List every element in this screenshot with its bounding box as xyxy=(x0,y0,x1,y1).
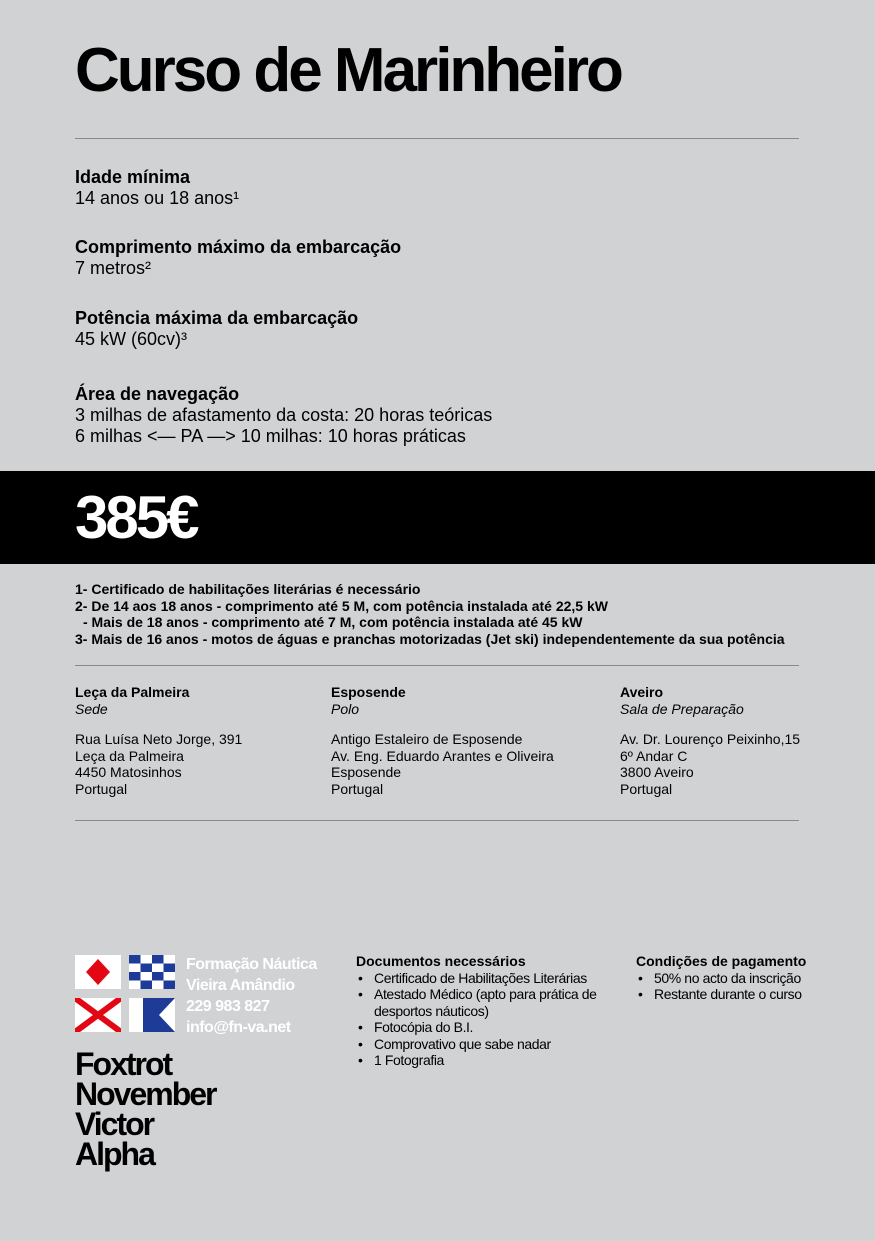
documents-section xyxy=(356,953,597,1069)
spec-label: Idade mínima xyxy=(75,167,191,187)
spec-max-length xyxy=(75,237,401,279)
footnote: 1- Certificado de habilitações literárias é necessário xyxy=(75,581,421,597)
brand-wordmark xyxy=(75,1046,216,1172)
spec-value: 14 anos ou 18 anos¹ xyxy=(75,188,240,208)
phone-number[interactable]: 229 983 827 xyxy=(186,998,270,1015)
company-name: Vieira Amândio xyxy=(186,977,295,994)
documents-list xyxy=(356,970,597,1069)
address-line: Av. Dr. Lourenço Peixinho,15 xyxy=(620,731,801,747)
list-item: • Restante durante o curso xyxy=(636,986,806,1003)
address-line: 6º Andar C xyxy=(620,747,688,764)
divider xyxy=(75,138,799,139)
documents-heading: Documentos necessários xyxy=(356,953,526,969)
address-line: Portugal xyxy=(75,780,128,797)
address-line: Portugal xyxy=(331,780,384,797)
list-item: • Comprovativo que sabe nadar xyxy=(356,1036,597,1053)
contact-block xyxy=(186,954,317,1038)
list-item: • Certificado de Habilitações Literárias xyxy=(356,970,597,987)
location-role: Sala de Preparação xyxy=(620,700,744,717)
address-line: Antigo Estaleiro de Esposende xyxy=(331,731,523,747)
brand-line: November xyxy=(75,1076,216,1112)
list-item: • Fotocópia do B.I. xyxy=(356,1019,597,1036)
spec-value: 6 milhas <— PA —> 10 milhas: 10 horas práticas xyxy=(75,426,466,446)
location-role: Polo xyxy=(331,700,360,717)
flag-alpha-icon xyxy=(129,998,175,1032)
address-line: Av. Eng. Eduardo Arantes e Oliveira xyxy=(331,747,554,764)
spec-max-power xyxy=(75,308,358,350)
location-role: Sede xyxy=(75,700,108,717)
divider xyxy=(75,665,799,666)
spec-value: 3 milhas de afastamento da costa: 20 horas teóricas xyxy=(75,405,493,425)
spec-label: Área de navegação xyxy=(75,384,240,404)
flag-november-icon xyxy=(129,955,175,989)
location-esposende xyxy=(331,684,554,797)
location-name: Aveiro xyxy=(620,684,664,700)
brand-line: Victor xyxy=(75,1106,154,1142)
spec-navigation-area xyxy=(75,384,492,447)
price-band xyxy=(0,471,875,564)
payment-heading: Condições de pagamento xyxy=(636,953,807,969)
flag-foxtrot-icon xyxy=(75,955,121,989)
list-item: • 1 Fotografia xyxy=(356,1052,597,1069)
email-address[interactable]: info@fn-va.net xyxy=(186,1019,291,1036)
page-title: Curso de Marinheiro xyxy=(75,36,621,105)
flag-victor-icon xyxy=(75,998,121,1032)
location-leca xyxy=(75,684,242,797)
spec-value: 7 metros² xyxy=(75,258,152,278)
footnote: - Mais de 18 anos - comprimento até 7 M, com potência instalada até 45 kW xyxy=(83,614,583,630)
list-item: • 50% no acto da inscrição xyxy=(636,970,806,987)
address-line: 3800 Aveiro xyxy=(620,764,694,780)
address-line: Portugal xyxy=(620,780,673,797)
spec-value: 45 kW (60cv)³ xyxy=(75,329,188,349)
address-line: Leça da Palmeira xyxy=(75,747,184,764)
payment-list xyxy=(636,970,806,1003)
brand-line: Alpha xyxy=(75,1136,154,1172)
footnote: 2- De 14 aos 18 anos - comprimento até 5 M, com potência instalada até 22,5 kW xyxy=(75,597,608,614)
location-aveiro xyxy=(620,684,800,797)
footnote: 3- Mais de 16 anos - motos de águas e pranchas motorizadas (Jet ski) independentemente da sua potência xyxy=(75,630,785,647)
list-item xyxy=(356,986,597,1019)
list-item-text: desportos náuticos) xyxy=(374,1002,489,1019)
price: 385€ xyxy=(75,484,197,551)
divider xyxy=(75,820,799,821)
company-name: Formação Náutica xyxy=(186,956,317,973)
footnotes xyxy=(75,581,785,647)
brand-line: Foxtrot xyxy=(75,1046,172,1082)
location-name: Leça da Palmeira xyxy=(75,684,190,700)
address-line: Rua Luísa Neto Jorge, 391 xyxy=(75,731,243,747)
location-name: Esposende xyxy=(331,684,406,700)
address-line: Esposende xyxy=(331,764,402,780)
spec-label: Potência máxima da embarcação xyxy=(75,308,359,328)
list-item-text: Atestado Médico (apto para prática de xyxy=(374,986,597,1002)
address-line: 4450 Matosinhos xyxy=(75,764,182,780)
spec-min-age xyxy=(75,167,239,209)
payment-section xyxy=(636,953,806,1003)
spec-label: Comprimento máximo da embarcação xyxy=(75,237,402,257)
